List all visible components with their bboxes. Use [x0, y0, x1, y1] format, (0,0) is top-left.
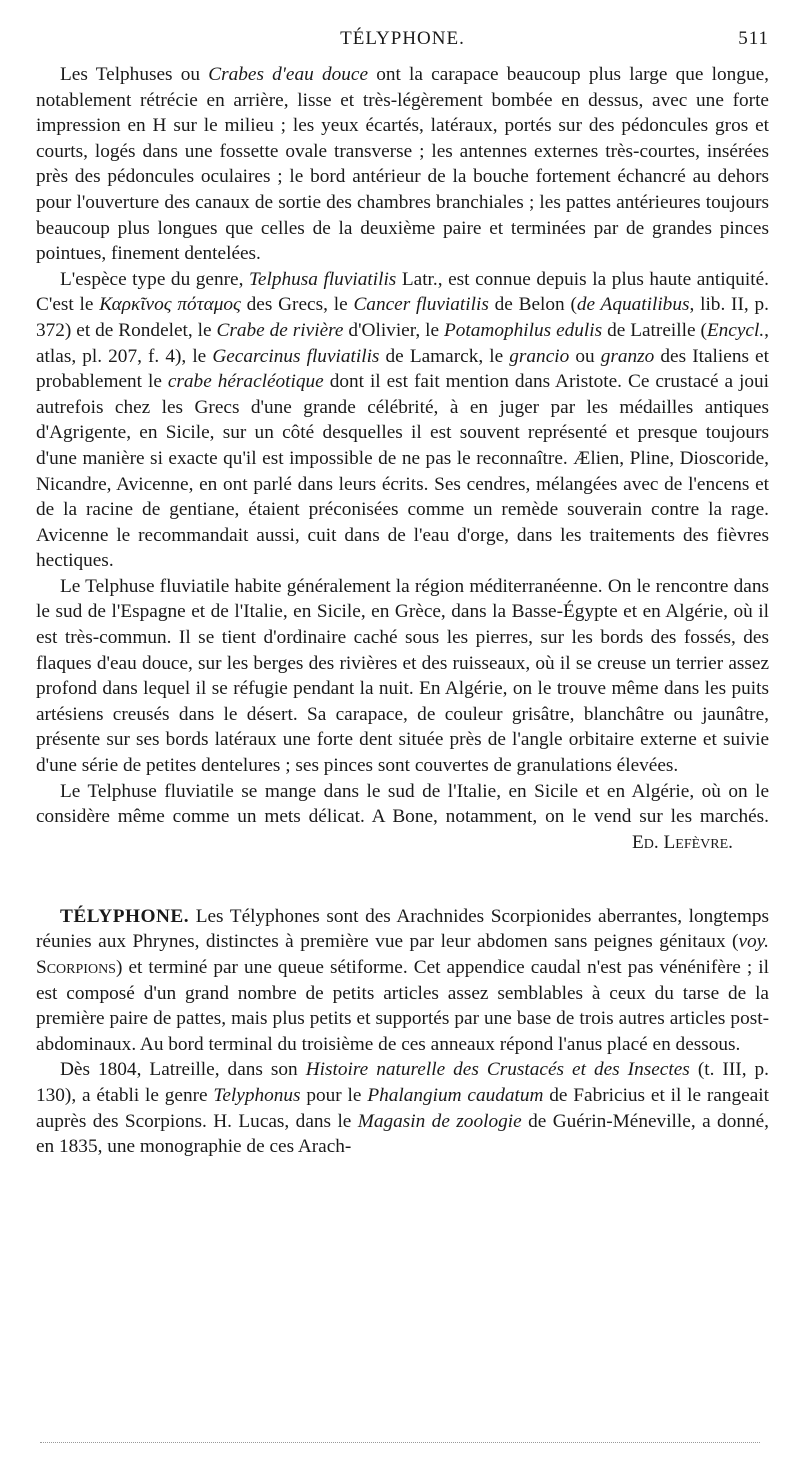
telphuse-paragraph-1: Les Telphuses ou Crabes d'eau douce ont la carapace beaucoup plus large que longue, notablement rétrécie en arrière, lisse et très-légèrement bombée en dessus, avec une forte impression en H sur le milieu ; les yeux écartés, latéraux, portés sur des pédoncules gros et courts, logés dans une fossette ovale transverse ; les antennes externes très-courtes, insérées près des pédoncules oculaires ; le bord antérieur de la bouche fortement échancré au dehors pour l'ouverture des canaux de sortie des chambres branchiales ; les pattes antérieures toujours beaucoup plus longues que celles de la deuxième paire et terminées par de grandes pinces pointues, finement dentelées.	[36, 64, 769, 265]
page-number: 511	[738, 28, 769, 49]
telyphone-paragraph-1: TÉLYPHONE. Les Télyphones sont des Arachnides Scorpionides aberrantes, longtemps réunies aux Phrynes, distinctes à première vue par leur abdomen sans peignes génitaux (voy. Scorpions) et terminé par une queue sétiforme. Cet appendice caudal n'est pas vénénifère ; il est composé d'un grand nombre de petits articles assez semblables à ceux du tarse de la première paire de pattes, mais plus petits et supportés par une base de trois autres articles post-abdominaux. Au bord terminal du troisième de ces anneaux répond l'anus placé en dessous.	[36, 905, 769, 1055]
telphuse-paragraph-4: Le Telphuse fluviatile se mange dans le sud de l'Italie, en Sicile et en Algérie, où on le considère même comme un mets délicat. A Bone, notamment, on le vend sur les marchés. Ed. Lefèvre.	[36, 779, 769, 830]
document-page	[36, 28, 769, 1160]
article-heading: TÉLYPHONE.	[60, 905, 190, 927]
telphuse-paragraph-3: Le Telphuse fluviatile habite généralement la région méditerranéenne. On le rencontre dans le sud de l'Espagne et de l'Italie, en Sicile, en Grèce, dans la Basse-Égypte et en Algérie, où il est très-commun. Il se tient d'ordinaire caché sous les pierres, sur les bords des fossés, des flaques d'eau douce, sur les berges des rivières et des ruisseaux, où il se creuse un terrier assez profond dans lequel il se réfugie pendant la nuit. En Algérie, on le trouve même dans les puits artésiens creusés dans le désert. Sa carapace, de couleur grisâtre, blanchâtre ou jaunâtre, présente sur ses bords latéraux une forte dent située près de l'angle orbitaire externe et suivie d'une série de petites dentelures ; ses pinces sont couvertes de granulations élevées.	[36, 575, 769, 777]
running-head	[36, 28, 769, 62]
running-head-title: TÉLYPHONE.	[340, 28, 465, 49]
author-signature: Ed. Lefèvre.	[631, 831, 733, 853]
telphuse-paragraph-2: L'espèce type du genre, Telphusa fluviatilis Latr., est connue depuis la plus haute antiquité. C'est le Καρκῖνος πόταμος des Grecs, le Cancer fluviatilis de Belon (de Aquatilibus, lib. II, p. 372) et de Rondelet, le Crabe de rivière d'Olivier, le Potamophilus edulis de Latreille (Encycl., atlas, pl. 207, f. 4), le Gecarcinus fluviatilis de Lamarck, le grancio ou granzo des Italiens et probablement le crabe héracléotique dont il est fait mention dans Aristote. Ce crustacé a joui autrefois chez les Grecs d'une grande célébrité, à en juger par les médailles antiques d'Agrigente, en Sicile, sur un côté desquelles il est souvent représenté et presque toujours d'une manière si exacte qu'il est impossible de ne pas le reconnaître. Ælien, Pline, Dioscoride, Nicandre, Avicenne, en ont parlé dans leurs écrits. Ses cendres, mélangées avec de l'encens et de la racine de gentiane, étaient préconisées comme un remède souverain contre la rage. Avicenne le recommandait aussi, cuit dans de l'eau d'orge, dans les traitements des fièvres hectiques.	[36, 268, 769, 572]
footer-rule	[40, 1442, 760, 1443]
telyphone-paragraph-2: Dès 1804, Latreille, dans son Histoire naturelle des Crustacés et des Insectes (t. III, p. 130), a établi le genre Telyphonus pour le Phalangium caudatum de Fabricius et il le rangeait auprès des Scorpions. H. Lucas, dans le Magasin de zoologie de Guérin-Méneville, a donné, en 1835, une monographie de ces Arach-	[36, 1059, 770, 1158]
